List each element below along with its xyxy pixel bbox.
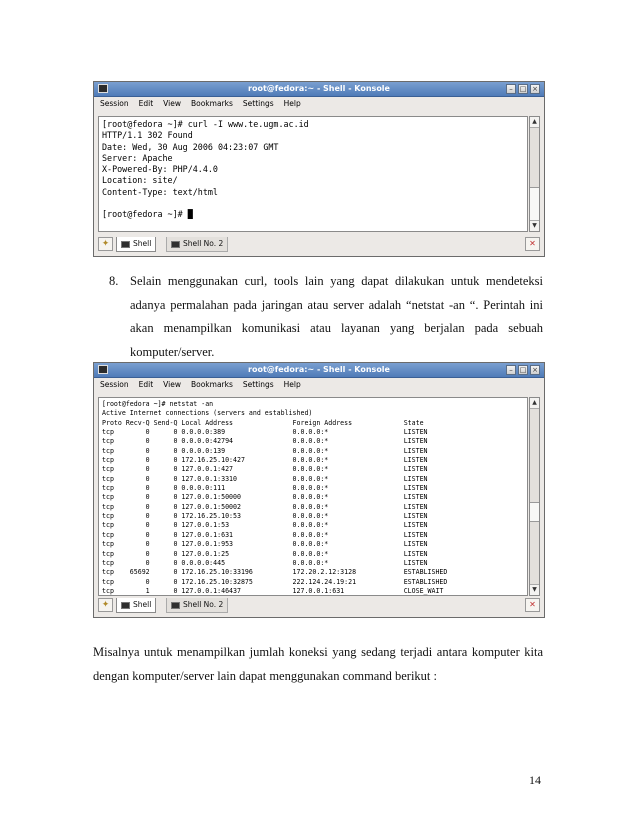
terminal-output[interactable] xyxy=(98,116,528,232)
new-session-icon[interactable]: ✦ xyxy=(98,237,113,251)
menu-view[interactable]: View xyxy=(163,99,181,108)
menu-settings[interactable]: Settings xyxy=(242,380,274,389)
menu-view[interactable]: View xyxy=(163,380,181,389)
scroll-down-arrow-icon[interactable]: ▼ xyxy=(530,220,539,231)
minimize-button[interactable]: – xyxy=(506,365,516,375)
scroll-thumb[interactable] xyxy=(530,187,539,221)
list-item-text: Selain menggunakan curl, tools lain yang dapat dilakukan untuk mendeteksi adanya permalahan pada jaringan atau server adalah “netstat -an “. Perintah ini akan menampilkan komunikasi atau layanan yang berjalan pada sebuah komputer/server. xyxy=(130,274,543,360)
terminal-icon xyxy=(121,602,130,609)
tab-shell-no-2[interactable] xyxy=(166,598,228,613)
menu-session[interactable]: Session xyxy=(100,380,129,389)
menu-settings[interactable]: Settings xyxy=(242,99,274,108)
terminal-icon xyxy=(171,602,180,609)
window-title: root@fedora:~ - Shell - Konsole xyxy=(248,365,390,374)
menu-edit[interactable]: Edit xyxy=(138,99,154,108)
tab-bar xyxy=(98,236,540,253)
scroll-thumb[interactable] xyxy=(530,502,539,522)
window-title: root@fedora:~ - Shell - Konsole xyxy=(248,84,390,93)
scroll-up-arrow-icon[interactable]: ▲ xyxy=(530,398,539,409)
close-session-icon[interactable]: ✕ xyxy=(525,237,540,251)
tab-label: Shell No. 2 xyxy=(183,600,224,609)
new-session-icon[interactable]: ✦ xyxy=(98,598,113,612)
menu-edit[interactable]: Edit xyxy=(138,380,154,389)
terminal-text[interactable]: [root@fedora ~]# netstat -an Active Internet connections (servers and established) Proto Recv-Q Send-Q Local Address Foreign Address State tcp 0 0 0.0.0.0:389 0.0.0.0:* LISTEN tcp 0 0 0.0.0.0:42794 0.0.0.0:* LISTEN tcp 0 0 0.0.0.0:139 0.0.0.0:* LISTEN tcp 0 0 172.16.25.10:427 0.0.0.0:* LISTEN tcp 0 0 127.0.0.1:427 0.0.0.0:* LISTEN tcp 0 0 127.0.0.1:3310 0.0.0.0:* LISTEN tcp 0 0 0.0.0.0:111 0.0.0.0:* LISTEN tcp 0 0 127.0.0.1:50000 0.0.0.0:* LISTEN tcp 0 0 127.0.0.1:50002 0.0.0.0:* LISTEN tcp 0 0 172.16.25.10:53 0.0.0.0:* LISTEN tcp 0 0 127.0.0.1:53 0.0.0.0:* LISTEN tcp 0 0 127.0.0.1:631 0.0.0.0:* LISTEN tcp 0 0 127.0.0.1:953 0.0.0.0:* LISTEN tcp 0 0 127.0.0.1:25 0.0.0.0:* LISTEN tcp 0 0 0.0.0.0:445 0.0.0.0:* LISTEN tcp 65692 0 172.16.25.10:33196 172.20.2.12:3128 ESTABLISHED tcp 0 0 172.16.25.10:32875 222.124.24.19:21 ESTABLISHED tcp 1 0 127.0.0.1:46437 127.0.0.1:631 CLOSE_WAIT xyxy=(102,400,448,595)
menu-bookmarks[interactable]: Bookmarks xyxy=(190,380,233,389)
close-session-icon[interactable]: ✕ xyxy=(525,598,540,612)
tab-label: Shell xyxy=(133,239,152,248)
terminal-output[interactable] xyxy=(98,397,528,596)
maximize-button[interactable]: □ xyxy=(519,366,527,374)
list-number: 8. xyxy=(109,274,119,288)
tab-shell[interactable] xyxy=(116,598,156,613)
menu-help[interactable]: Help xyxy=(283,380,301,389)
minimize-button[interactable]: – xyxy=(506,84,516,94)
scroll-down-arrow-icon[interactable]: ▼ xyxy=(530,584,539,595)
list-item-8 xyxy=(109,270,543,365)
page-number: 14 xyxy=(529,773,541,787)
tab-label: Shell No. 2 xyxy=(183,239,224,248)
title-bar[interactable] xyxy=(94,82,544,97)
terminal-icon xyxy=(171,241,180,248)
menu-bookmarks[interactable]: Bookmarks xyxy=(190,99,233,108)
tab-shell[interactable] xyxy=(116,237,156,252)
menu-session[interactable]: Session xyxy=(100,99,129,108)
scroll-up-arrow-icon[interactable]: ▲ xyxy=(530,117,539,128)
konsole-window-curl xyxy=(93,81,545,257)
tab-label: Shell xyxy=(133,600,152,609)
tab-bar xyxy=(98,597,540,614)
close-button[interactable]: × xyxy=(530,365,540,375)
vertical-scrollbar[interactable] xyxy=(529,116,540,232)
maximize-button[interactable]: □ xyxy=(519,85,527,93)
terminal-icon xyxy=(121,241,130,248)
menu-help[interactable]: Help xyxy=(283,99,301,108)
body-paragraph: Misalnya untuk menampilkan jumlah koneksi yang sedang terjadi antara komputer kita dengan komputer/server lain dapat menggunakan command berikut : xyxy=(93,645,543,683)
close-button[interactable]: × xyxy=(530,84,540,94)
terminal-text[interactable]: [root@fedora ~]# curl -I www.te.ugm.ac.id HTTP/1.1 302 Found Date: Wed, 30 Aug 2006 04:23:07 GMT Server: Apache X-Powered-By: PHP/4.4.0 Location: site/ Content-Type: text/html [root@fedora ~]# █ xyxy=(102,119,309,220)
menu-bar xyxy=(94,97,544,110)
vertical-scrollbar[interactable] xyxy=(529,397,540,596)
konsole-window-netstat xyxy=(93,362,545,618)
tab-shell-no-2[interactable] xyxy=(166,237,228,252)
title-bar[interactable] xyxy=(94,363,544,378)
menu-bar xyxy=(94,378,544,391)
